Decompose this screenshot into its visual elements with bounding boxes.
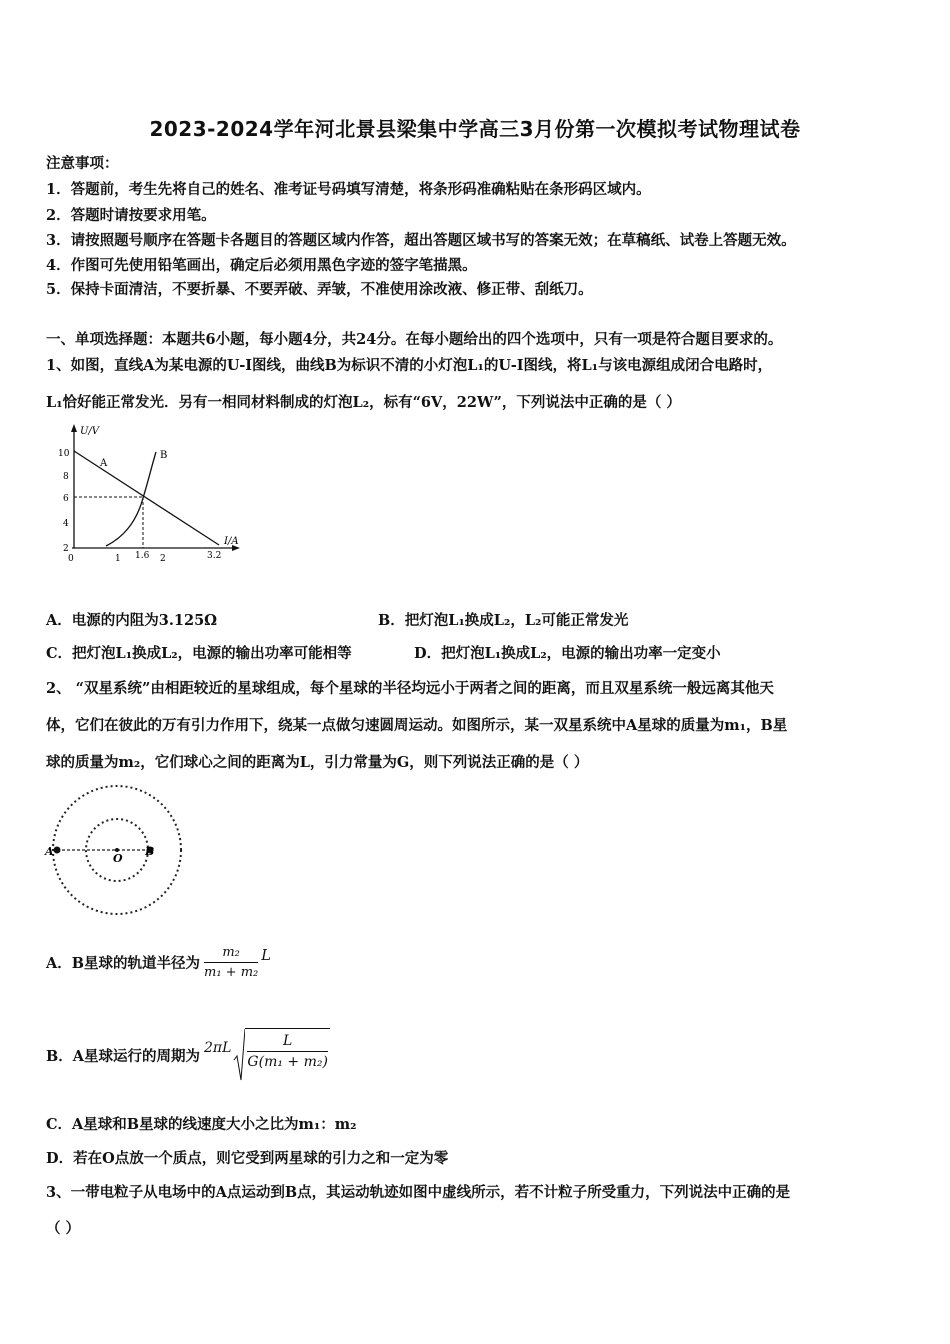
label-o: O [113, 852, 123, 865]
curve-b-label: B [160, 450, 168, 461]
question-2-option-d: D．若在O点放一个质点，则它受到两星球的引力之和一定为零 [46, 1150, 449, 1167]
question-2-option-b [46, 1028, 330, 1082]
question-2-line-3: 球的质量为m₂，它们球心之间的距离为L，引力常量为G，则下列说法正确的是（ ） [46, 754, 589, 771]
line-a-label: A [100, 458, 108, 469]
y-tick-label: 8 [63, 472, 69, 482]
notes-heading: 注意事项： [46, 155, 119, 172]
option-a-tail: L [261, 947, 271, 964]
x-tick-label: 1.6 [135, 551, 150, 561]
star-a [54, 847, 61, 854]
section-heading: 一、单项选择题：本题共6小题，每小题4分，共24分。在每小题给出的四个选项中，只有一项是符合题目要求的。 [46, 331, 783, 348]
label-a: A [45, 845, 54, 858]
note-item: 1．答题前，考生先将自己的姓名、准考证号码填写清楚，将条形码准确粘贴在条形码区域内。 [46, 181, 651, 198]
option-b-fraction [245, 1028, 330, 1082]
option-b-denominator: G(m₁ + m₂) [247, 1054, 328, 1070]
page-title: 2023-2024学年河北景县梁集中学高三3月份第一次模拟考试物理试卷 [149, 117, 801, 141]
x-axis-label: I/A [224, 536, 239, 547]
note-item: 5．保持卡面清洁，不要折暴、不要弄破、弄皱，不准使用涂改液、修正带、刮纸刀。 [46, 281, 593, 298]
y-axis-arrow [71, 424, 77, 432]
question-1-option-a: A．电源的内阻为3.125Ω [46, 612, 218, 629]
question-3-line-1: 3、一带电粒子从电场中的A点运动到B点，其运动轨迹如图中虚线所示，若不计粒子所受重力，下列说法中正确的是 [46, 1184, 791, 1201]
question-2-option-a [46, 945, 271, 980]
question-1-line-1: 1、如图，直线A为某电源的U-I图线，曲线B为标识不清的小灯泡L₁的U-I图线，将L₁与该电源组成闭合电路时， [46, 357, 773, 374]
option-a-numerator: m₂ [204, 945, 258, 963]
ui-graph-figure [44, 420, 244, 570]
question-1-line-2: L₁恰好能正常发光．另有一相同材料制成的灯泡L₂，标有“6V，22W”，下列说法中正确的是（ ） [46, 394, 681, 411]
option-a-fraction [204, 945, 258, 980]
option-b-prefix: 2πL [204, 1040, 232, 1056]
question-3-line-2: （ ） [46, 1220, 81, 1237]
option-b-sqrt [233, 1028, 330, 1082]
note-item: 3．请按照题号顺序在答题卡各题目的答题区域内作答，超出答题区域书写的答案无效；在草稿纸、试卷上答题无效。 [46, 232, 796, 249]
y-tick-label: 4 [63, 519, 69, 529]
line-a [74, 451, 219, 545]
x-tick-label: 2 [160, 554, 166, 564]
option-b-numerator: L [247, 1033, 328, 1052]
y-axis-label: U/V [80, 426, 100, 437]
y-tick-label: 10 [58, 449, 70, 459]
y-tick-label: 6 [63, 494, 69, 504]
question-1-option-c: C．把灯泡L₁换成L₂，电源的输出功率可能相等 [46, 645, 352, 662]
sqrt-sign [233, 1028, 245, 1082]
note-item: 2．答题时请按要求用笔。 [46, 207, 216, 224]
question-2-option-c: C．A星球和B星球的线速度大小之比为m₁：m₂ [46, 1116, 357, 1133]
x-tick-label: 3.2 [207, 551, 222, 561]
y-tick-label: 2 [63, 544, 69, 554]
note-item: 4．作图可先使用铅笔画出，确定后必须用黑色字迹的签字笔描黑。 [46, 257, 477, 274]
question-1-option-b: B．把灯泡L₁换成L₂，L₂可能正常发光 [378, 612, 629, 629]
question-2-line-1: 2、 “双星系统”由相距较近的星球组成，每个星球的半径均远小于两者之间的距离，而且双星系统一般远离其他天 [46, 680, 774, 697]
option-a-text: A．B星球的轨道半径为 [46, 955, 201, 972]
x-tick-label: 1 [115, 554, 121, 564]
option-b-text: B．A星球运行的周期为 [46, 1047, 201, 1065]
question-1-option-d: D．把灯泡L₁换成L₂，电源的输出功率一定变小 [414, 645, 721, 662]
x-tick-label: 0 [68, 554, 74, 564]
label-b: B [145, 845, 155, 858]
option-a-denominator: m₁ + m₂ [204, 965, 259, 980]
binary-star-figure [42, 780, 192, 920]
question-2-line-2: 体，它们在彼此的万有引力作用下，绕某一点做匀速圆周运动。如图所示，某一双星系统中A星球的质量为m₁，B星 [46, 717, 788, 734]
